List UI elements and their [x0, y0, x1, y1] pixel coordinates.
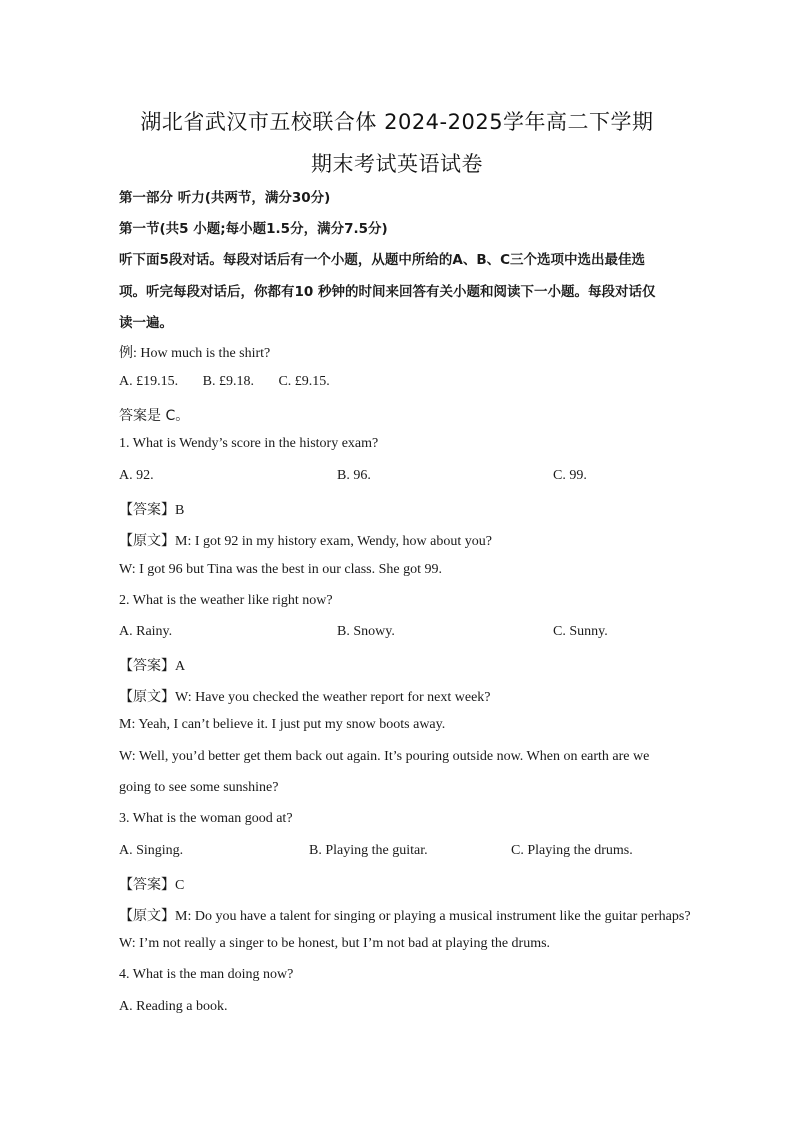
answer-value: B — [175, 503, 185, 518]
example-options: A. £19.15. B. £9.18. C. £9.15. — [119, 374, 330, 389]
answer-value: C — [175, 878, 185, 893]
q2-option-a: A. Rainy. — [119, 624, 173, 639]
script-tag: 【原文】 — [119, 689, 175, 705]
section-heading: 第一节(共5 小题;每小题1.5分，满分7.5分) — [119, 221, 388, 237]
q2-answer — [119, 655, 185, 675]
q4-option-a: A. Reading a book. — [119, 999, 228, 1014]
question-3: 3. What is the woman good at? — [119, 811, 293, 826]
instructions-line-3: 读一遍。 — [119, 315, 173, 331]
answer-tag: 【答案】 — [119, 658, 175, 674]
q2-option-c: C. Sunny. — [553, 624, 608, 639]
script-text: W: Have you checked the weather report for next week? — [175, 690, 491, 705]
script-text: M: I got 92 in my history exam, Wendy, how about you? — [175, 534, 492, 549]
q3-script-line-1 — [119, 905, 691, 925]
document-title-line1: 湖北省武汉市五校联合体 2024-2025学年高二下学期 — [140, 110, 654, 134]
q3-option-b: B. Playing the guitar. — [309, 843, 428, 858]
question-4: 4. What is the man doing now? — [119, 967, 294, 982]
q1-option-c: C. 99. — [553, 468, 587, 483]
question-1: 1. What is Wendy’s score in the history exam? — [119, 436, 379, 451]
q2-option-b: B. Snowy. — [337, 624, 395, 639]
document-title-line2: 期末考试英语试卷 — [311, 152, 483, 176]
question-2: 2. What is the weather like right now? — [119, 593, 333, 608]
q1-script-line-1 — [119, 530, 492, 550]
script-tag: 【原文】 — [119, 908, 175, 924]
q2-script-line-1 — [119, 686, 491, 706]
q3-script-line-2: W: I’m not really a singer to be honest, but I’m not bad at playing the drums. — [119, 936, 551, 951]
part-heading: 第一部分 听力(共两节，满分30分) — [119, 190, 331, 206]
script-text: M: Do you have a talent for singing or playing a musical instrument like the guitar perhaps? — [175, 909, 691, 924]
q1-option-b: B. 96. — [337, 468, 371, 483]
q2-script-line-4: going to see some sunshine? — [119, 780, 279, 795]
answer-value: A — [175, 659, 186, 674]
q3-answer — [119, 874, 184, 894]
q2-script-line-3: W: Well, you’d better get them back out again. It’s pouring outside now. When on earth are we — [119, 749, 650, 764]
q1-option-a: A. 92. — [119, 468, 154, 483]
instructions-line-1: 听下面5段对话。每段对话后有一个小题，从题中所给的A、B、C三个选项中选出最佳选 — [119, 252, 646, 268]
q3-option-c: C. Playing the drums. — [511, 843, 633, 858]
example-question: 例: How much is the shirt? — [119, 346, 271, 361]
instructions-line-2: 项。听完每段对话后，你都有10 秒钟的时间来回答有关小题和阅读下一小题。每段对话仅 — [119, 284, 656, 300]
q2-script-line-2: M: Yeah, I can’t believe it. I just put my snow boots away. — [119, 717, 446, 732]
script-tag: 【原文】 — [119, 533, 175, 549]
q3-option-a: A. Singing. — [119, 843, 184, 858]
q1-answer — [119, 499, 184, 519]
q1-script-line-2: W: I got 96 but Tina was the best in our class. She got 99. — [119, 562, 443, 577]
answer-tag: 【答案】 — [119, 502, 175, 518]
example-answer: 答案是 C。 — [119, 408, 190, 424]
answer-tag: 【答案】 — [119, 877, 175, 893]
